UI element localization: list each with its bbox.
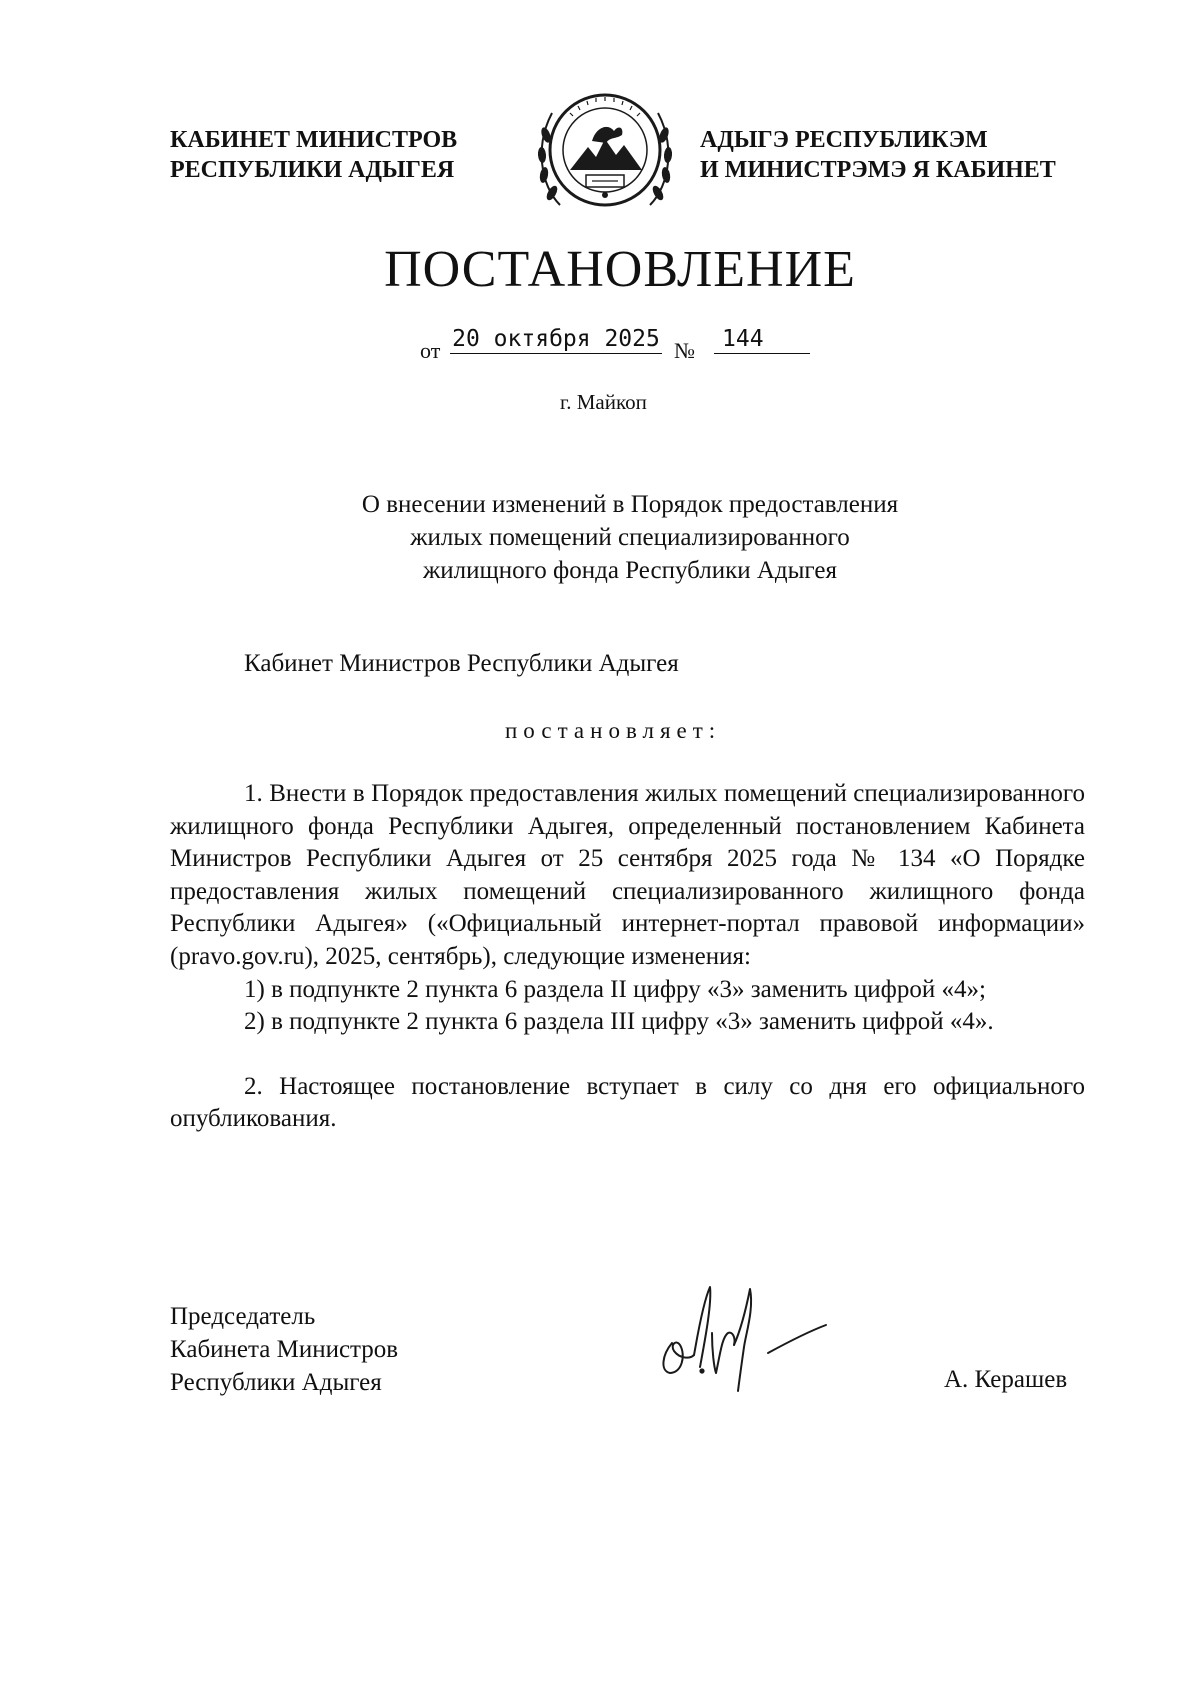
preamble-text: Кабинет Министров Республики Адыгея bbox=[244, 650, 679, 677]
body-item-1: 1. Внести в Порядок предоставления жилых помещений специализированного жилищного фонда Республики Адыгея, определенный постановлением Кабинета Министров Республики Адыгея от 25 сентября 2025 года № 134 «О Порядке предоставления жилых помещений специализированного жилищного фонда Республики Адыгея» («Официальный интернет-портал правовой информации» (pravo.gov.ru), 2025, сентябрь), следующие изменения: bbox=[170, 780, 1085, 970]
signatory-title-line: Республики Адыгея bbox=[170, 1369, 382, 1396]
subject-line: жилых помещений специализированного bbox=[410, 524, 850, 551]
document-number: 144 bbox=[714, 326, 810, 354]
signatory-title-line: Кабинета Министров bbox=[170, 1336, 399, 1363]
issuer-name-adyghe bbox=[700, 125, 1080, 185]
signer-name: А. Керашев bbox=[944, 1366, 1068, 1393]
body-subitem-2: 2) в подпункте 2 пункта 6 раздела III цифру «3» заменить цифрой «4». bbox=[244, 1008, 994, 1036]
body-subitem-1: 1) в подпункте 2 пункта 6 раздела II цифру «3» заменить цифрой «4»; bbox=[244, 975, 986, 1003]
signatory-title-line: Председатель bbox=[170, 1303, 316, 1330]
date-number-line bbox=[420, 326, 820, 362]
coat-of-arms-icon bbox=[530, 75, 680, 225]
handwritten-signature bbox=[650, 1275, 850, 1405]
issuer-name-russian bbox=[170, 125, 490, 185]
issuer-line: КАБИНЕТ МИНИСТРОВ bbox=[170, 127, 458, 153]
body-item-2: 2. Настоящее постановление вступает в силу со дня его официального опубликования. bbox=[170, 1072, 1085, 1133]
signatory-title bbox=[170, 1300, 398, 1399]
issuer-line: И МИНИСТРЭМЭ Я КАБИНЕТ bbox=[700, 157, 1056, 183]
issuer-line: АДЫГЭ РЕСПУБЛИКЭМ bbox=[700, 127, 988, 153]
issuer-line: РЕСПУБЛИКИ АДЫГЕЯ bbox=[170, 157, 455, 183]
document-type-title: ПОСТАНОВЛЕНИЕ bbox=[384, 241, 856, 298]
date-prefix-label: от bbox=[420, 338, 441, 363]
resolves-label: постановляет: bbox=[505, 718, 722, 743]
document-body bbox=[170, 778, 1085, 1136]
document-subject bbox=[300, 488, 960, 587]
city-label: г. Майкоп bbox=[560, 390, 647, 414]
paragraph-gap bbox=[170, 1039, 1085, 1071]
subject-line: жилищного фонда Республики Адыгея bbox=[423, 557, 837, 584]
document-date: 20 октября 2025 bbox=[450, 326, 662, 354]
subject-line: О внесении изменений в Порядок предоставления bbox=[361, 491, 899, 518]
number-prefix-label: № bbox=[674, 338, 695, 363]
